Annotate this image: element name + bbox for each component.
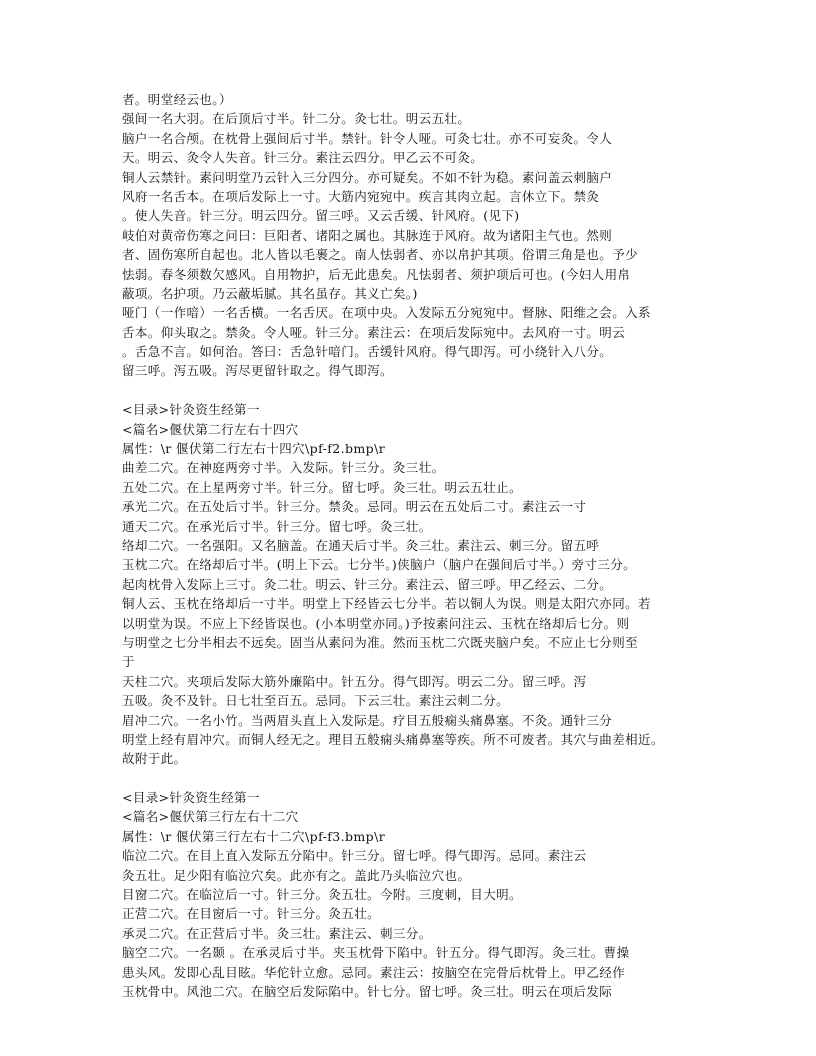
text-line: 以明堂为误。不应上下经皆误也。(小本明堂亦同。)予按素问注云、玉枕在络却后七分。则 [122, 615, 630, 631]
text-line: 五处二穴。在上星两旁寸半。针三分。留七呼。灸三壮。明云五壮止。 [122, 479, 522, 495]
text-line: 玉枕二穴。在络却后寸半。(明上下云。七分半。)侠脑户（脑户在强间后寸半。）旁寸三分。 [122, 557, 637, 573]
text-line: 脑户一名合颅。在枕骨上强间后寸半。禁针。针令人哑。可灸七壮。亦不可妄灸。令人 [122, 130, 613, 146]
text-line: 者。明堂经云也。） [122, 92, 232, 107]
document-body [122, 90, 712, 1001]
text-line: 承光二穴。在五处后寸半。针三分。禁灸。忌同。明云在五处后二寸。素注云一寸 [122, 499, 587, 515]
text-line: 患头风。发即心乱目眩。华佗针立愈。忌同。素注云：按脑空在完骨后枕骨上。甲乙经作 [122, 964, 626, 980]
text-line: 眉冲二穴。一名小竹。当两眉头直上入发际是。疗目五般痫头痛鼻塞。不灸。通针三分 [122, 712, 613, 728]
text-line: 铜人云禁针。素问明堂乃云针入三分四分。亦可疑矣。不如不针为稳。素问盖云刺脑户 [122, 169, 613, 185]
section-gap [122, 769, 712, 788]
text-line: <篇名>偃伏第三行左右十二穴 [122, 809, 299, 825]
text-line: 灸五壮。足少阳有临泣穴矣。此亦有之。盖此乃头临泣穴也。 [122, 867, 471, 883]
text-line: 通天二穴。在承光后寸半。针三分。留七呼。灸三壮。 [122, 518, 432, 534]
text-line: 天。明云、灸令人失音。针三分。素注云四分。甲乙云不可灸。 [122, 150, 484, 166]
text-line: 明堂上经有眉冲穴。而铜人经无之。理目五般痫头痛鼻塞等疾。所不可废者。其穴与曲差相近。 [122, 731, 664, 747]
text-line: 与明堂之七分半相去不远矣。固当从素问为准。然而玉枕二穴既夹脑户矣。不应止七分则至 [122, 634, 639, 650]
text-line: 强间一名大羽。在后顶后寸半。针二分。灸七壮。明云五壮。 [122, 111, 471, 127]
text-line: 蔽项。名护项。乃云蔽垢腻。其名虽存。其义亡矣。) [122, 285, 418, 301]
text-section [122, 400, 712, 768]
text-section [122, 788, 712, 1001]
text-line: 正营二穴。在目窗后一寸。针三分。灸五壮。 [122, 906, 381, 922]
text-line: <目录>针灸资生经第一 [122, 402, 260, 418]
text-line: <篇名>偃伏第二行左右十四穴 [122, 421, 299, 437]
text-line: 于 [122, 654, 135, 670]
text-line: 铜人云、玉枕在络却后一寸半。明堂上下经皆云七分半。若以铜人为误。则是太阳穴亦同。若 [122, 596, 651, 612]
text-line: 属性：\r 偃伏第二行左右十四穴\pf-f2.bmp\r [122, 441, 386, 457]
text-line: 哑门（一作喑）一名舌横。一名舌厌。在项中央。入发际五分宛宛中。督脉、阳维之会。入系 [122, 305, 651, 321]
text-line: 玉枕骨中。风池二穴。在脑空后发际陷中。针七分。留七呼。灸三壮。明云在项后发际 [122, 983, 613, 999]
text-line: 脑空二穴。一名颞 。在承灵后寸半。夹玉枕骨下陷中。针五分。得气即泻。灸三壮。曹操 [122, 945, 630, 961]
text-line: 目窗二穴。在临泣后一寸。针三分。灸五壮。今附。三度刺，目大明。 [122, 887, 522, 903]
text-line: 天柱二穴。夹项后发际大筋外廉陷中。针五分。得气即泻。明云二分。留三呼。泻 [122, 673, 587, 689]
text-line: 风府一名舌本。在项后发际上一寸。大筋内宛宛中。疾言其肉立起。言休立下。禁灸 [122, 188, 600, 204]
text-line: 者、固伤寒所自起也。北人皆以毛裹之。南人怯弱者、亦以帛护其项。俗谓三角是也。予少 [122, 247, 639, 263]
text-line: <目录>针灸资生经第一 [122, 790, 260, 806]
text-section [122, 90, 712, 381]
text-line: 临泣二穴。在目上直入发际五分陷中。针三分。留七呼。得气即泻。忌同。素注云 [122, 848, 587, 864]
text-line: 五吸。灸不及针。日七壮至百五。忌同。下云三壮。素注云刺二分。 [122, 693, 510, 709]
text-line: 起肉枕骨入发际上三寸。灸二壮。明云、针三分。素注云、留三呼。甲乙经云、二分。 [122, 576, 613, 592]
text-line: 留三呼。泻五吸。泻尽更留针取之。得气即泻。 [122, 363, 393, 379]
text-line: 曲差二穴。在神庭两旁寸半。入发际。针三分。灸三壮。 [122, 460, 445, 476]
text-line: 络却二穴。一名强阳。又名脑盖。在通天后寸半。灸三壮。素注云、刺三分。留五呼 [122, 537, 600, 553]
text-line: 舌本。仰头取之。禁灸。令人哑。针三分。素注云：在项后发际宛中。去风府一寸。明云 [122, 324, 626, 340]
text-line: 故附于此。 [122, 751, 187, 767]
text-line: 承灵二穴。在正营后寸半。灸三壮。素注云、刺三分。 [122, 925, 432, 941]
section-gap [122, 381, 712, 400]
text-line: 。使人失音。针三分。明云四分。留三呼。又云舌缓、针风府。(见下) [122, 208, 520, 224]
text-line: 岐伯对黄帝伤寒之问曰：巨阳者、诸阳之属也。其脉连于风府。故为诸阳主气也。然则 [122, 227, 613, 243]
text-line: 属性：\r 偃伏第三行左右十二穴\pf-f3.bmp\r [122, 828, 386, 844]
text-line: 怯弱。春冬须数欠感风。自用物护，后无此患矣。凡怯弱者、须护项后可也。(今妇人用帛 [122, 266, 631, 282]
text-line: 。舌急不言。如何治。答曰：舌急针喑门。舌缓针风府。得气即泻。可小绕针入八分。 [122, 344, 613, 360]
